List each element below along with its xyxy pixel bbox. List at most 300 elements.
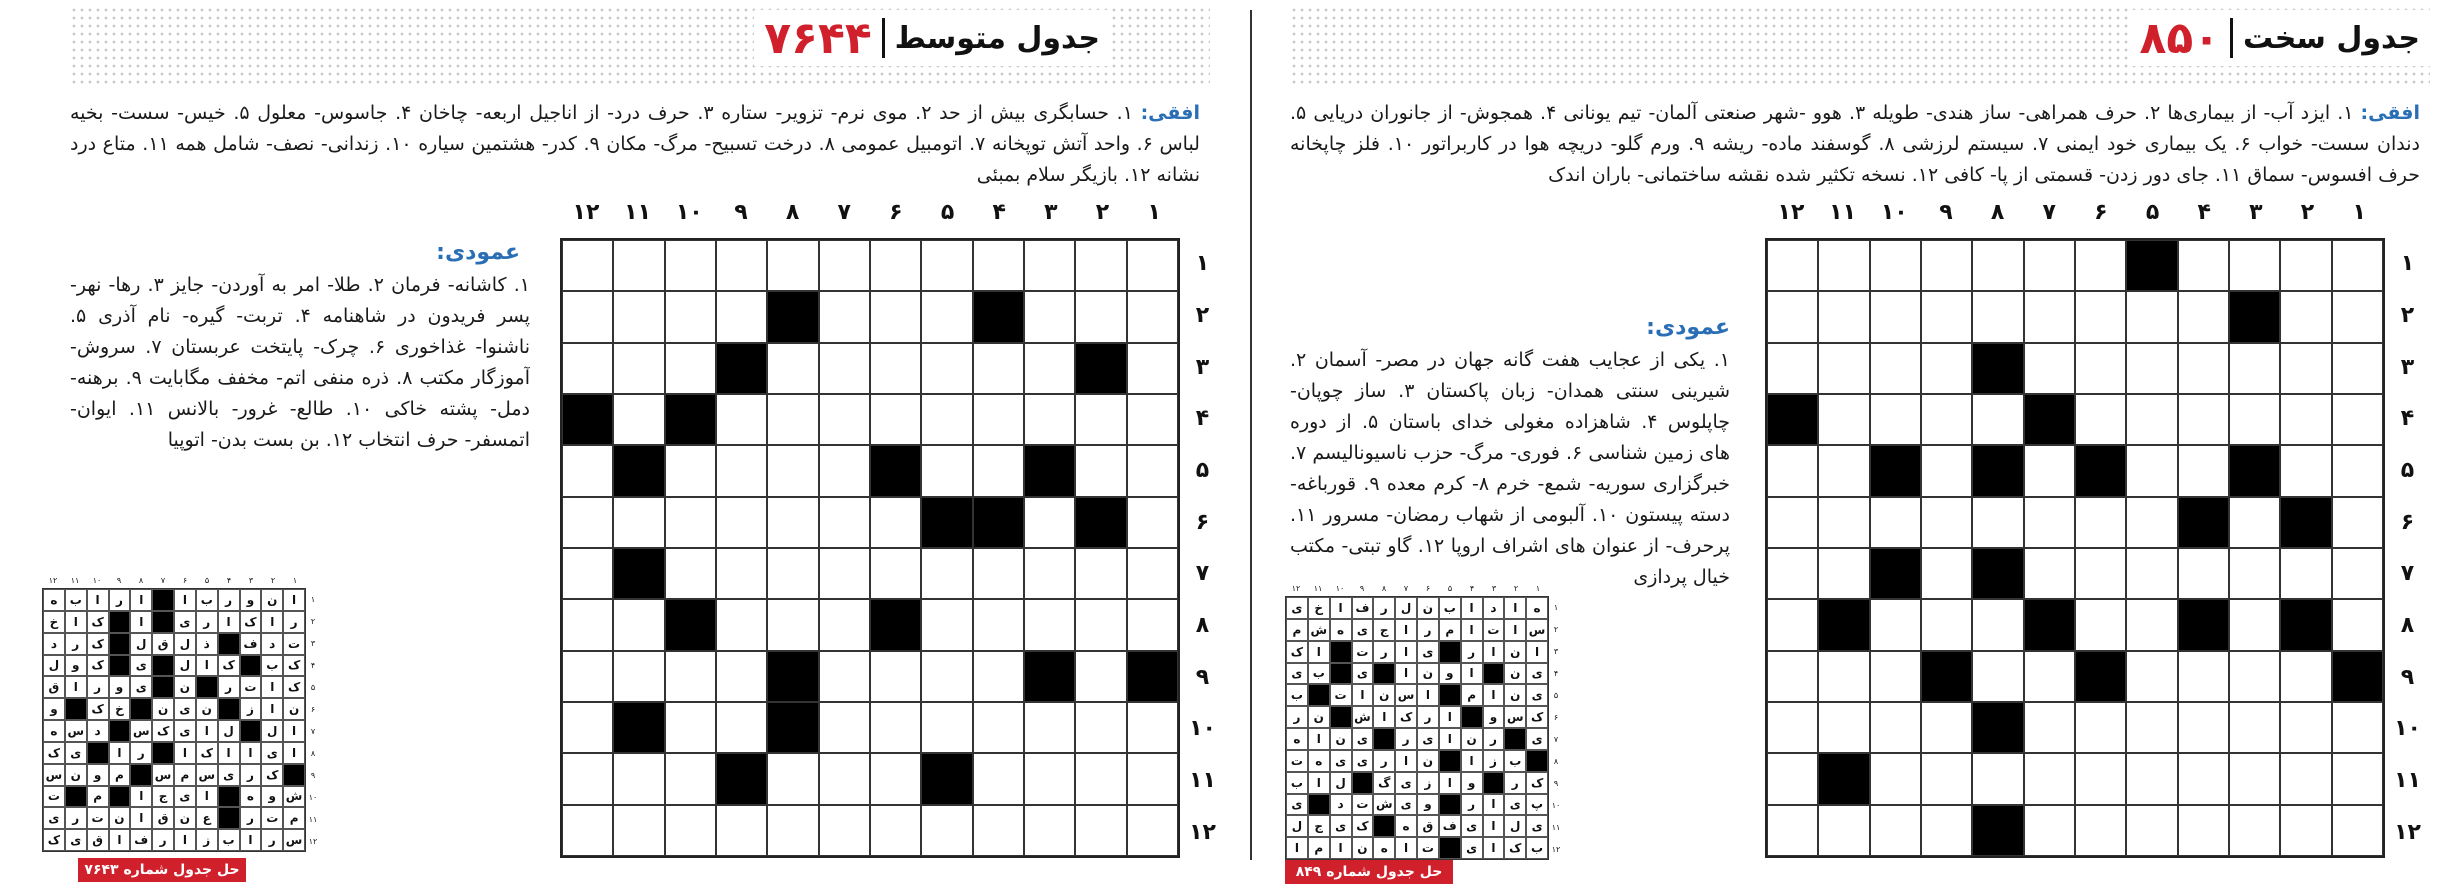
grid-cell[interactable] <box>870 394 921 445</box>
grid-cell[interactable] <box>1972 394 2023 445</box>
grid-cell[interactable] <box>1870 702 1921 753</box>
grid-cell[interactable] <box>2332 753 2383 804</box>
grid-cell[interactable] <box>1767 599 1818 650</box>
grid-cell[interactable] <box>819 548 870 599</box>
grid-cell[interactable] <box>1818 548 1869 599</box>
grid-cell[interactable] <box>716 291 767 342</box>
grid-cell[interactable] <box>2126 394 2177 445</box>
grid-cell[interactable] <box>973 343 1024 394</box>
grid-cell[interactable] <box>2075 394 2126 445</box>
grid-cell[interactable] <box>2024 497 2075 548</box>
grid-cell[interactable] <box>921 599 972 650</box>
solution-letter: س <box>130 720 152 742</box>
grid-cell[interactable] <box>973 651 1024 702</box>
solution-letter: ت <box>240 676 262 698</box>
grid-cell[interactable] <box>2178 343 2229 394</box>
grid-cell[interactable] <box>767 548 818 599</box>
grid-cell[interactable] <box>1024 394 1075 445</box>
grid-cell[interactable] <box>2280 291 2331 342</box>
grid-cell[interactable] <box>1818 240 1869 291</box>
grid-cell[interactable] <box>1127 445 1178 496</box>
column-number: ۶ <box>2094 200 2108 225</box>
solution-letter: س <box>1526 619 1548 641</box>
grid-cell[interactable] <box>2178 805 2229 856</box>
grid-cell[interactable] <box>2126 599 2177 650</box>
solution-column-number: ۶ <box>182 576 188 585</box>
grid-cell[interactable] <box>1075 702 1126 753</box>
grid-cell[interactable] <box>2024 548 2075 599</box>
grid-cell[interactable] <box>2178 291 2229 342</box>
grid-cell[interactable] <box>2075 343 2126 394</box>
grid-cell[interactable] <box>613 753 664 804</box>
grid-cell[interactable] <box>2280 805 2331 856</box>
grid-cell[interactable] <box>2332 394 2383 445</box>
grid-cell[interactable] <box>1870 291 1921 342</box>
grid-cell[interactable] <box>973 548 1024 599</box>
grid-cell[interactable] <box>1921 394 1972 445</box>
grid-cell[interactable] <box>921 343 972 394</box>
grid-cell[interactable] <box>2178 445 2229 496</box>
solution-letter: ن <box>109 807 131 829</box>
solution-letter: ی <box>1286 794 1308 816</box>
grid-cell[interactable] <box>613 291 664 342</box>
solution-black-cell <box>1373 728 1395 750</box>
grid-cell[interactable] <box>2178 394 2229 445</box>
across-text: ۱. ایزد آب- از بیماری‌ها ۲. حرف همراهی- ساز هندی- طویله ۳. هوو -شهر صنعتی آلمان- تیم یونانی ۴. همجوش- از جانوران دریایی ۵. دندان سست- خواب ۶. یک بیماری خود ایمنی ۷. سیستم لرزشی ۸. گوسفند ماده- ریشه ۹. ورم گلو- دریچه هوا در کاربراتور ۱۰. فلز چاپخانه حرف افسوس- سماق ۱۱. جای دور زدن- قسمتی از پا- کافی ۱۲. نسخه تکثیر شده نقشه ساختمانی- باران اندک <box>1290 102 2420 186</box>
grid-cell[interactable] <box>1767 291 1818 342</box>
grid-cell[interactable] <box>1075 548 1126 599</box>
row-number: ۵ <box>2400 457 2415 483</box>
grid-cell[interactable] <box>2280 394 2331 445</box>
solution-letter: ک <box>152 720 174 742</box>
solution-letter: ا <box>283 589 305 611</box>
grid-cell[interactable] <box>1921 753 1972 804</box>
solution-black-cell <box>1439 750 1461 772</box>
grid-cell[interactable] <box>1972 599 2023 650</box>
grid-cell[interactable] <box>613 343 664 394</box>
solution-black-cell <box>87 742 109 764</box>
grid-cell[interactable] <box>613 240 664 291</box>
grid-cell[interactable] <box>2229 548 2280 599</box>
solution-black-cell <box>152 655 174 677</box>
grid-cell[interactable] <box>921 240 972 291</box>
hard-solution-row-numbers <box>1549 596 1563 860</box>
grid-cell[interactable] <box>921 445 972 496</box>
grid-cell[interactable] <box>1972 753 2023 804</box>
grid-cell[interactable] <box>1818 497 1869 548</box>
grid-cell[interactable] <box>2024 343 2075 394</box>
grid-cell[interactable] <box>2075 805 2126 856</box>
grid-cell[interactable] <box>2178 702 2229 753</box>
grid-cell[interactable] <box>2332 291 2383 342</box>
grid-cell[interactable] <box>562 291 613 342</box>
grid-cell[interactable] <box>2229 394 2280 445</box>
grid-cell[interactable] <box>1870 497 1921 548</box>
grid-cell[interactable] <box>1075 394 1126 445</box>
grid-cell[interactable] <box>1767 240 1818 291</box>
solution-row-number: ۲ <box>1553 624 1559 634</box>
grid-cell[interactable] <box>870 291 921 342</box>
grid-cell[interactable] <box>2229 497 2280 548</box>
grid-cell[interactable] <box>562 497 613 548</box>
grid-cell[interactable] <box>2280 445 2331 496</box>
grid-cell[interactable] <box>665 805 716 856</box>
grid-cell[interactable] <box>1075 753 1126 804</box>
solution-black-cell <box>1308 684 1330 706</box>
grid-cell[interactable] <box>1870 240 1921 291</box>
grid-cell[interactable] <box>1870 753 1921 804</box>
grid-cell[interactable] <box>819 394 870 445</box>
grid-cell[interactable] <box>2075 291 2126 342</box>
solution-letter: ر <box>218 589 240 611</box>
solution-black-cell <box>109 611 131 633</box>
solution-letter: ا <box>1395 663 1417 685</box>
grid-cell[interactable] <box>1870 343 1921 394</box>
grid-cell[interactable] <box>767 445 818 496</box>
grid-cell[interactable] <box>1075 445 1126 496</box>
grid-cell[interactable] <box>665 240 716 291</box>
grid-cell[interactable] <box>2024 702 2075 753</box>
grid-cell[interactable] <box>921 702 972 753</box>
grid-cell[interactable] <box>665 651 716 702</box>
solution-letter: ه <box>43 720 65 742</box>
grid-cell[interactable] <box>819 240 870 291</box>
grid-cell[interactable] <box>1767 651 1818 702</box>
grid-cell[interactable] <box>562 753 613 804</box>
grid-cell[interactable] <box>973 445 1024 496</box>
solution-letter: ی <box>1286 663 1308 685</box>
grid-cell[interactable] <box>562 702 613 753</box>
grid-cell[interactable] <box>716 394 767 445</box>
grid-cell[interactable] <box>1127 240 1178 291</box>
grid-cell[interactable] <box>1127 497 1178 548</box>
grid-cell[interactable] <box>1870 599 1921 650</box>
grid-cell[interactable] <box>921 805 972 856</box>
grid-cell[interactable] <box>716 240 767 291</box>
grid-cell[interactable] <box>2229 753 2280 804</box>
grid-cell[interactable] <box>1921 240 1972 291</box>
grid-cell[interactable] <box>1024 240 1075 291</box>
solution-black-cell <box>152 676 174 698</box>
grid-cell[interactable] <box>921 548 972 599</box>
grid-cell[interactable] <box>1972 291 2023 342</box>
grid-cell[interactable] <box>716 445 767 496</box>
grid-cell[interactable] <box>2075 753 2126 804</box>
grid-cell[interactable] <box>613 805 664 856</box>
solution-black-cell <box>152 589 174 611</box>
solution-letter: ر <box>1395 728 1417 750</box>
solution-black-cell <box>1504 728 1526 750</box>
grid-cell[interactable] <box>1024 343 1075 394</box>
grid-cell[interactable] <box>1818 291 1869 342</box>
grid-cell[interactable] <box>870 805 921 856</box>
grid-cell[interactable] <box>2024 445 2075 496</box>
grid-cell[interactable] <box>2229 651 2280 702</box>
grid-cell[interactable] <box>2075 548 2126 599</box>
grid-cell[interactable] <box>665 445 716 496</box>
solution-black-cell <box>109 633 131 655</box>
grid-cell[interactable] <box>1075 805 1126 856</box>
grid-cell[interactable] <box>870 548 921 599</box>
grid-cell[interactable] <box>1767 497 1818 548</box>
grid-cell[interactable] <box>819 753 870 804</box>
grid-cell[interactable] <box>819 497 870 548</box>
grid-cell[interactable] <box>973 394 1024 445</box>
grid-cell[interactable] <box>870 753 921 804</box>
grid-cell[interactable] <box>1921 343 1972 394</box>
grid-cell[interactable] <box>819 599 870 650</box>
grid-cell[interactable] <box>2126 497 2177 548</box>
grid-cell[interactable] <box>1024 805 1075 856</box>
solution-column-number: ۳ <box>248 576 254 585</box>
grid-cell[interactable] <box>1024 291 1075 342</box>
grid-cell[interactable] <box>2024 753 2075 804</box>
grid-cell[interactable] <box>562 548 613 599</box>
grid-cell[interactable] <box>921 394 972 445</box>
solution-letter: ب <box>1526 837 1548 859</box>
grid-cell[interactable] <box>819 343 870 394</box>
grid-cell[interactable] <box>2126 753 2177 804</box>
solution-letter: ک <box>1526 772 1548 794</box>
grid-cell[interactable] <box>1127 599 1178 650</box>
grid-cell[interactable] <box>1075 240 1126 291</box>
grid-cell[interactable] <box>2229 702 2280 753</box>
grid-cell[interactable] <box>1818 394 1869 445</box>
solution-letter: ا <box>130 807 152 829</box>
grid-cell[interactable] <box>1075 599 1126 650</box>
grid-cell[interactable] <box>1127 702 1178 753</box>
black-cell <box>1767 394 1818 445</box>
black-cell <box>767 702 818 753</box>
grid-cell[interactable] <box>2075 240 2126 291</box>
grid-cell[interactable] <box>973 753 1024 804</box>
grid-cell[interactable] <box>2229 343 2280 394</box>
grid-cell[interactable] <box>819 702 870 753</box>
solution-letter: س <box>65 720 87 742</box>
grid-cell[interactable] <box>2178 548 2229 599</box>
grid-cell[interactable] <box>716 702 767 753</box>
grid-cell[interactable] <box>767 805 818 856</box>
grid-cell[interactable] <box>973 805 1024 856</box>
grid-cell[interactable] <box>2126 805 2177 856</box>
solution-letter: ر <box>1504 772 1526 794</box>
grid-cell[interactable] <box>2126 343 2177 394</box>
grid-cell[interactable] <box>2126 651 2177 702</box>
grid-cell[interactable] <box>1024 753 1075 804</box>
grid-cell[interactable] <box>1818 445 1869 496</box>
grid-cell[interactable] <box>767 343 818 394</box>
grid-cell[interactable] <box>2280 343 2331 394</box>
grid-cell[interactable] <box>665 548 716 599</box>
grid-cell[interactable] <box>1870 805 1921 856</box>
grid-cell[interactable] <box>1818 805 1869 856</box>
grid-cell[interactable] <box>2024 651 2075 702</box>
grid-cell[interactable] <box>716 805 767 856</box>
grid-cell[interactable] <box>2332 599 2383 650</box>
grid-cell[interactable] <box>1767 805 1818 856</box>
black-cell <box>2024 599 2075 650</box>
grid-cell[interactable] <box>2075 702 2126 753</box>
grid-cell[interactable] <box>2280 702 2331 753</box>
grid-cell[interactable] <box>1767 343 1818 394</box>
grid-cell[interactable] <box>665 291 716 342</box>
black-cell <box>2332 651 2383 702</box>
grid-cell[interactable] <box>665 753 716 804</box>
grid-cell[interactable] <box>716 599 767 650</box>
black-cell <box>973 497 1024 548</box>
grid-cell[interactable] <box>2280 651 2331 702</box>
grid-cell[interactable] <box>2280 548 2331 599</box>
grid-cell[interactable] <box>1767 753 1818 804</box>
grid-cell[interactable] <box>2126 548 2177 599</box>
grid-cell[interactable] <box>767 753 818 804</box>
grid-cell[interactable] <box>2332 548 2383 599</box>
hard-down-label: عمودی: <box>1646 315 1730 340</box>
grid-cell[interactable] <box>2126 445 2177 496</box>
grid-cell[interactable] <box>1972 651 2023 702</box>
grid-cell[interactable] <box>973 599 1024 650</box>
grid-cell[interactable] <box>921 291 972 342</box>
grid-cell[interactable] <box>2024 805 2075 856</box>
grid-cell[interactable] <box>1921 599 1972 650</box>
grid-cell[interactable] <box>1024 497 1075 548</box>
grid-cell[interactable] <box>973 240 1024 291</box>
row-number: ۵ <box>1195 457 1210 483</box>
grid-cell[interactable] <box>1972 240 2023 291</box>
grid-cell[interactable] <box>1818 702 1869 753</box>
grid-cell[interactable] <box>1870 394 1921 445</box>
grid-cell[interactable] <box>1024 548 1075 599</box>
grid-cell[interactable] <box>2229 240 2280 291</box>
grid-cell[interactable] <box>2332 240 2383 291</box>
grid-cell[interactable] <box>613 497 664 548</box>
solution-letter: ا <box>1308 641 1330 663</box>
grid-cell[interactable] <box>665 702 716 753</box>
solution-letter: د <box>87 720 109 742</box>
grid-cell[interactable] <box>1127 805 1178 856</box>
grid-cell[interactable] <box>1127 753 1178 804</box>
grid-cell[interactable] <box>1870 651 1921 702</box>
grid-cell[interactable] <box>1127 291 1178 342</box>
grid-cell[interactable] <box>562 445 613 496</box>
grid-cell[interactable] <box>2075 497 2126 548</box>
solution-letter: ا <box>1483 794 1505 816</box>
solution-letter: م <box>1308 837 1330 859</box>
grid-cell[interactable] <box>716 651 767 702</box>
grid-cell[interactable] <box>613 394 664 445</box>
grid-cell[interactable] <box>1127 548 1178 599</box>
grid-cell[interactable] <box>2024 240 2075 291</box>
grid-cell[interactable] <box>562 651 613 702</box>
grid-cell[interactable] <box>562 805 613 856</box>
solution-letter: ر <box>1461 794 1483 816</box>
grid-cell[interactable] <box>1075 291 1126 342</box>
grid-cell[interactable] <box>1921 445 1972 496</box>
grid-cell[interactable] <box>870 240 921 291</box>
grid-cell[interactable] <box>2178 651 2229 702</box>
grid-cell[interactable] <box>2126 702 2177 753</box>
grid-cell[interactable] <box>1024 702 1075 753</box>
grid-cell[interactable] <box>870 497 921 548</box>
grid-cell[interactable] <box>2332 805 2383 856</box>
grid-cell[interactable] <box>2229 599 2280 650</box>
solution-letter: خ <box>43 611 65 633</box>
grid-cell[interactable] <box>1127 394 1178 445</box>
grid-cell[interactable] <box>1818 343 1869 394</box>
grid-cell[interactable] <box>1921 702 1972 753</box>
grid-cell[interactable] <box>1921 291 1972 342</box>
grid-cell[interactable] <box>2280 240 2331 291</box>
grid-cell[interactable] <box>870 651 921 702</box>
grid-cell[interactable] <box>562 240 613 291</box>
grid-cell[interactable] <box>613 651 664 702</box>
medium-down-label: عمودی: <box>436 240 520 265</box>
grid-cell[interactable] <box>1767 445 1818 496</box>
grid-cell[interactable] <box>2024 291 2075 342</box>
grid-cell[interactable] <box>2280 753 2331 804</box>
grid-cell[interactable] <box>665 497 716 548</box>
grid-cell[interactable] <box>973 702 1024 753</box>
grid-cell[interactable] <box>819 445 870 496</box>
grid-cell[interactable] <box>767 599 818 650</box>
grid-cell[interactable] <box>2332 702 2383 753</box>
solution-letter: ک <box>1526 706 1548 728</box>
grid-cell[interactable] <box>2332 497 2383 548</box>
black-cell <box>2024 394 2075 445</box>
grid-cell[interactable] <box>665 343 716 394</box>
grid-cell[interactable] <box>767 240 818 291</box>
solution-letter: ی <box>1352 619 1374 641</box>
grid-cell[interactable] <box>1921 497 1972 548</box>
grid-cell[interactable] <box>819 805 870 856</box>
grid-cell[interactable] <box>2332 343 2383 394</box>
grid-cell[interactable] <box>2126 291 2177 342</box>
grid-cell[interactable] <box>1921 548 1972 599</box>
grid-cell[interactable] <box>1127 343 1178 394</box>
grid-cell[interactable] <box>1075 651 1126 702</box>
grid-cell[interactable] <box>1024 599 1075 650</box>
grid-cell[interactable] <box>613 599 664 650</box>
solution-letter: ت <box>1352 641 1374 663</box>
grid-cell[interactable] <box>870 343 921 394</box>
grid-cell[interactable] <box>2229 805 2280 856</box>
solution-letter: ر <box>240 807 262 829</box>
grid-cell[interactable] <box>1921 805 1972 856</box>
grid-cell[interactable] <box>716 497 767 548</box>
grid-cell[interactable] <box>819 291 870 342</box>
grid-cell[interactable] <box>767 497 818 548</box>
grid-cell[interactable] <box>2178 240 2229 291</box>
black-cell <box>2075 445 2126 496</box>
grid-cell[interactable] <box>2332 445 2383 496</box>
grid-cell[interactable] <box>1767 548 1818 599</box>
grid-cell[interactable] <box>2178 753 2229 804</box>
grid-cell[interactable] <box>870 702 921 753</box>
grid-cell[interactable] <box>1767 702 1818 753</box>
grid-cell[interactable] <box>562 599 613 650</box>
grid-cell[interactable] <box>562 343 613 394</box>
grid-cell[interactable] <box>2075 599 2126 650</box>
grid-cell[interactable] <box>716 548 767 599</box>
solution-letter: ل <box>218 720 240 742</box>
solution-letter: ا <box>1439 772 1461 794</box>
grid-cell[interactable] <box>1818 651 1869 702</box>
grid-cell[interactable] <box>819 651 870 702</box>
grid-cell[interactable] <box>1972 497 2023 548</box>
grid-cell[interactable] <box>921 651 972 702</box>
grid-cell[interactable] <box>767 394 818 445</box>
solution-letter: ه <box>1395 815 1417 837</box>
